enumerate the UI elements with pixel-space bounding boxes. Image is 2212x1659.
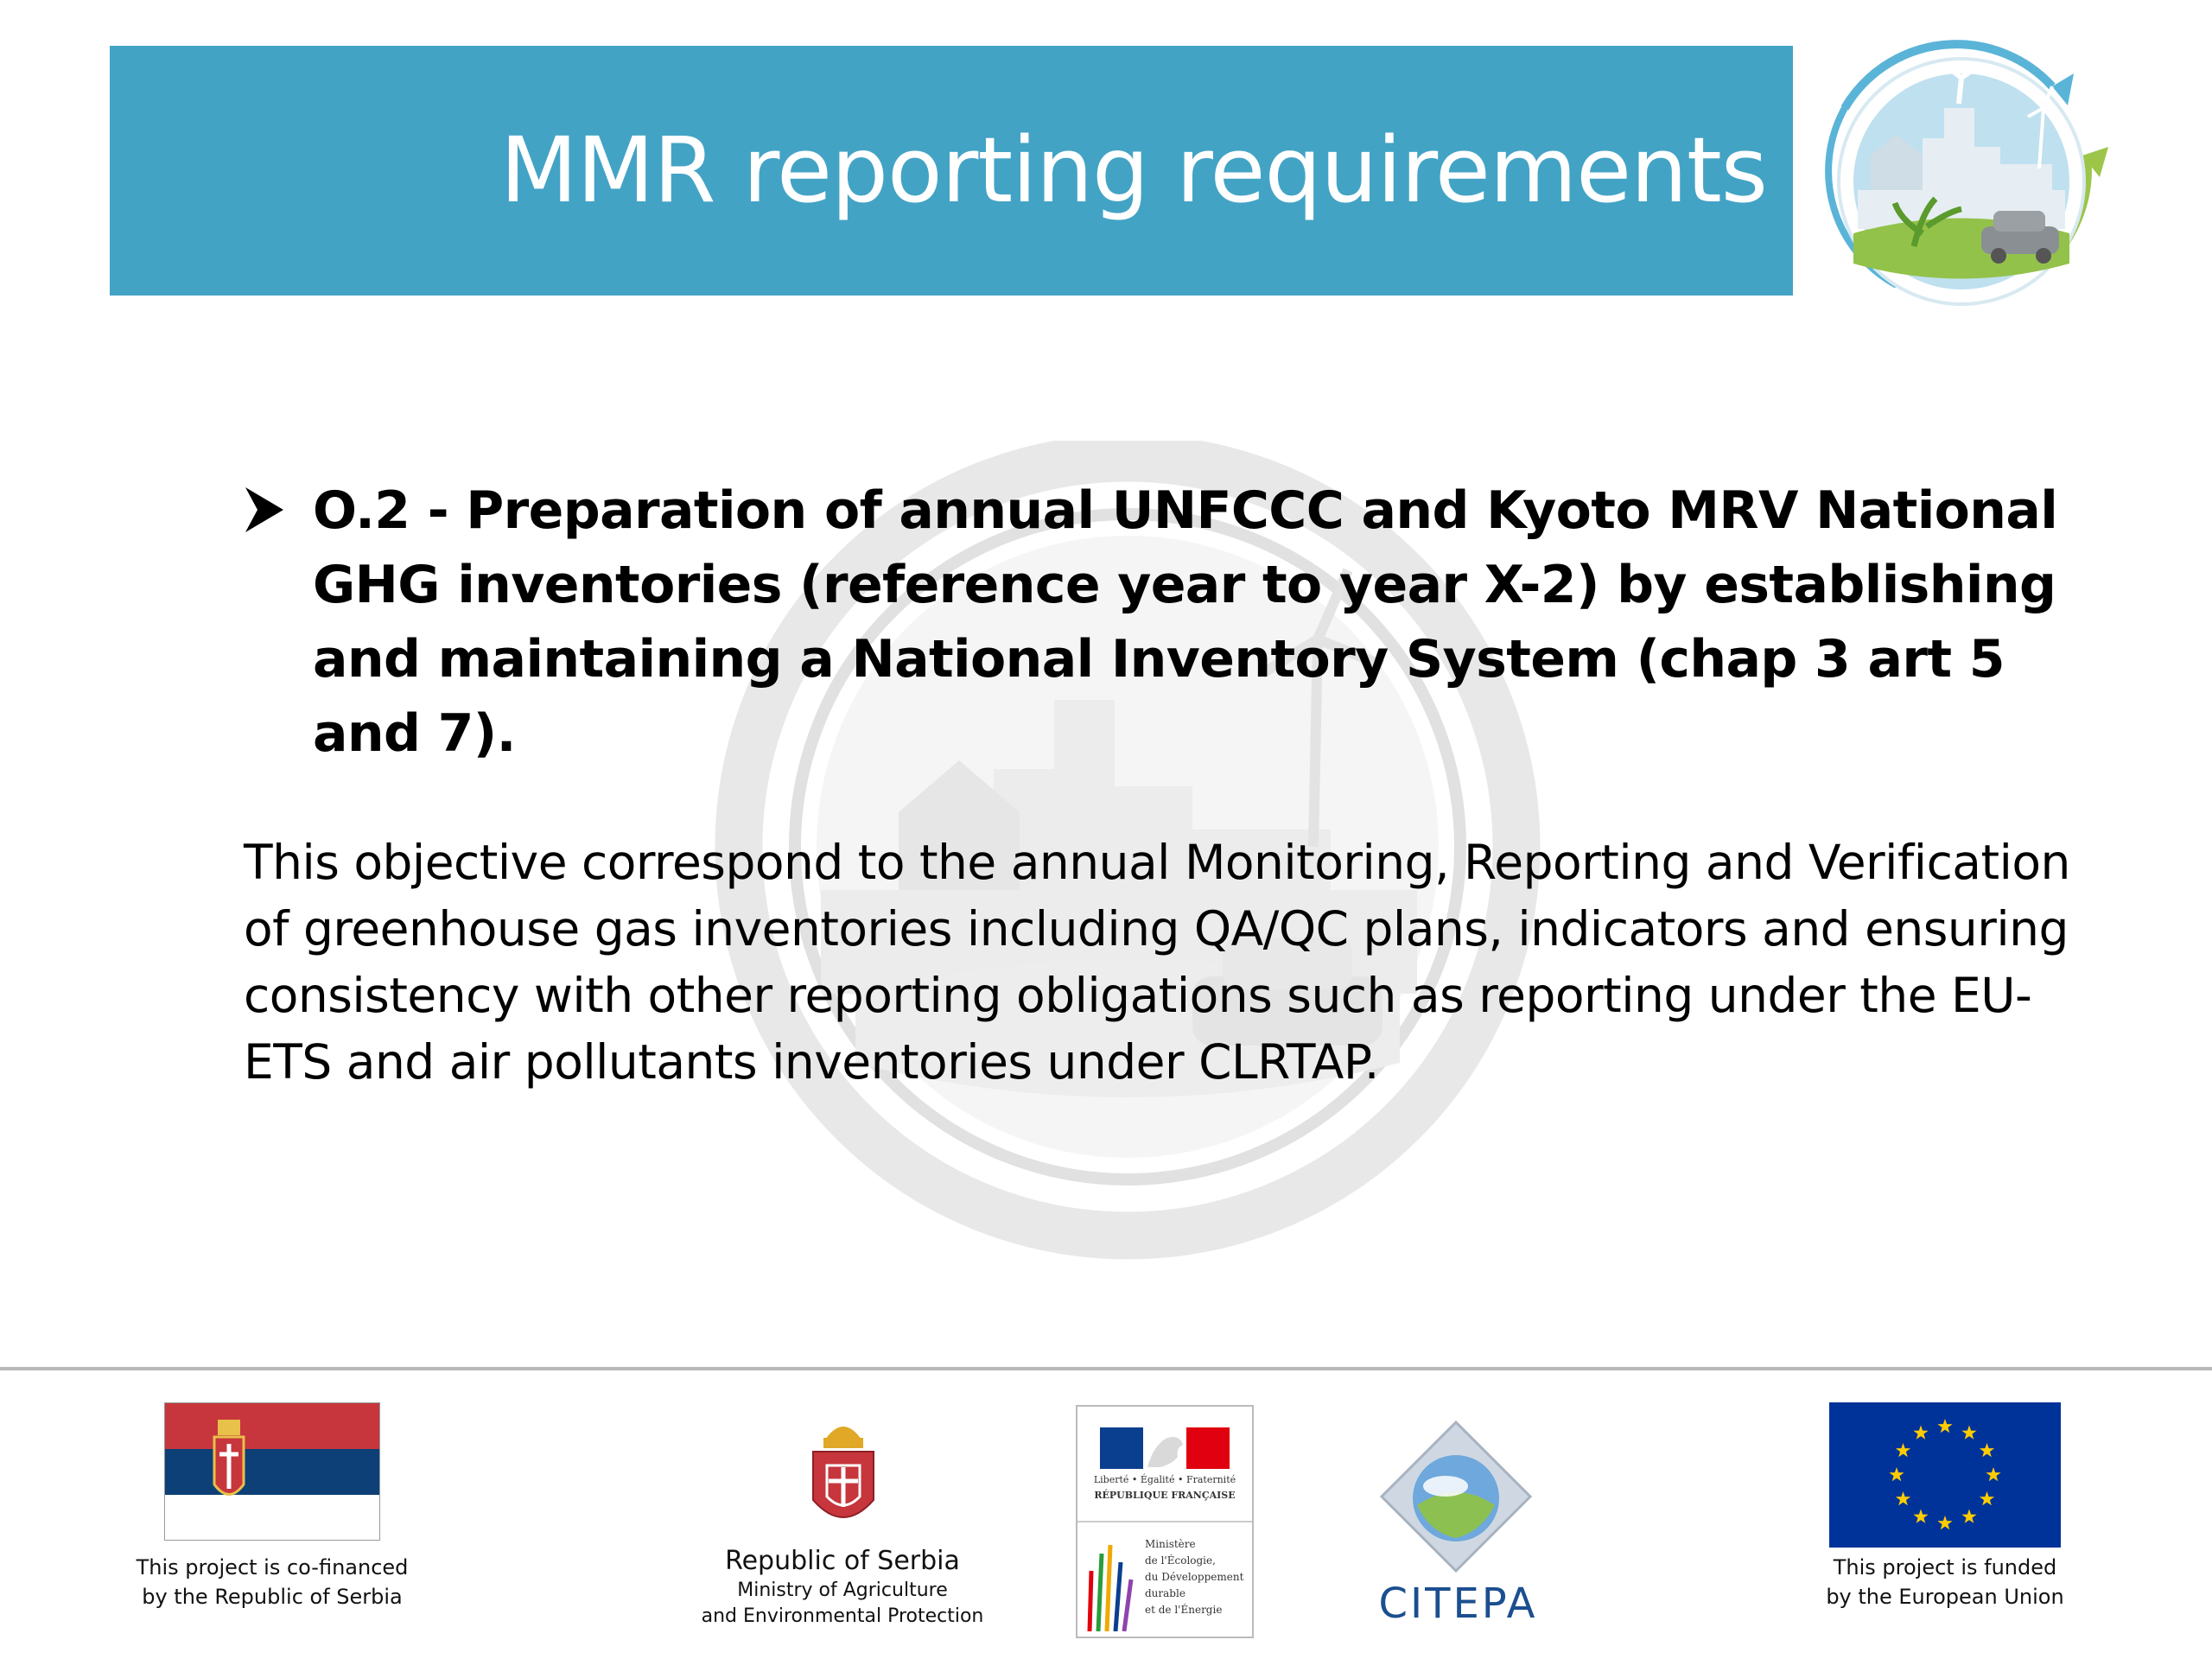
project-logo: [1793, 26, 2121, 320]
eu-caption-line-1: This project is funded: [1833, 1555, 2057, 1580]
eu-caption: [1793, 1553, 2097, 1611]
france-ministry-line-5: et de l'Énergie: [1145, 1604, 1223, 1616]
serbia-flag-icon: [164, 1402, 380, 1541]
citepa-wordmark: CITEPA: [1378, 1580, 1538, 1628]
ministry-sub-line-1: Ministry of Agriculture: [737, 1580, 948, 1601]
eu-flag-icon: [1829, 1402, 2061, 1548]
bullet-text: O.2 - Preparation of annual UNFCCC and Kyoto MRV National GHG inventories (reference year to year X-2) by establishing and maintaining a National Inventory System (chap 3 art 5 and 7).: [313, 480, 2058, 764]
marianne-icon: [1100, 1427, 1230, 1469]
france-ministry-line-1: Ministère: [1145, 1538, 1196, 1550]
ministry-caption: [691, 1545, 994, 1630]
title-banner: [110, 46, 1793, 296]
france-republic: RÉPUBLIQUE FRANÇAISE: [1094, 1490, 1236, 1501]
french-ministry-logo: [1076, 1405, 1254, 1638]
serbia-caption-line-1: This project is co-financed: [136, 1555, 409, 1580]
ministry-stripes-icon: [1084, 1536, 1140, 1631]
serbia-caption-line-2: by the Republic of Serbia: [142, 1585, 403, 1609]
body-paragraph: This objective correspond to the annual Monitoring, Reporting and Verification of greenhouse gas inventories including QA/QC plans, indicators and ensuring consistency with other reporting obligations such as reporting under the EU-ETS and air pollutants inventories under CLRTAP.: [244, 835, 2070, 1090]
ministry-sub-line-2: and Environmental Protection: [701, 1605, 984, 1627]
france-ministry-line-2: de l'Écologie,: [1145, 1554, 1216, 1567]
arrow-bullet-icon: [244, 486, 285, 534]
serbia-caption: [121, 1553, 423, 1611]
france-separator: [1077, 1521, 1252, 1522]
france-ministry-text: [1145, 1536, 1249, 1618]
citepa-logo-icon: [1378, 1419, 1534, 1574]
ministry-title: Republic of Serbia: [725, 1546, 960, 1576]
footer-divider: [0, 1367, 2212, 1370]
france-motto: Liberté • Égalité • Fraternité: [1093, 1474, 1236, 1485]
serbian-coat-of-arms-icon: [808, 1414, 879, 1535]
france-ministry-line-4: durable: [1145, 1587, 1185, 1599]
eu-caption-line-2: by the European Union: [1826, 1585, 2064, 1609]
france-ministry-line-3: du Développement: [1145, 1571, 1244, 1583]
slide-title: MMR reporting requirements: [499, 118, 1767, 223]
